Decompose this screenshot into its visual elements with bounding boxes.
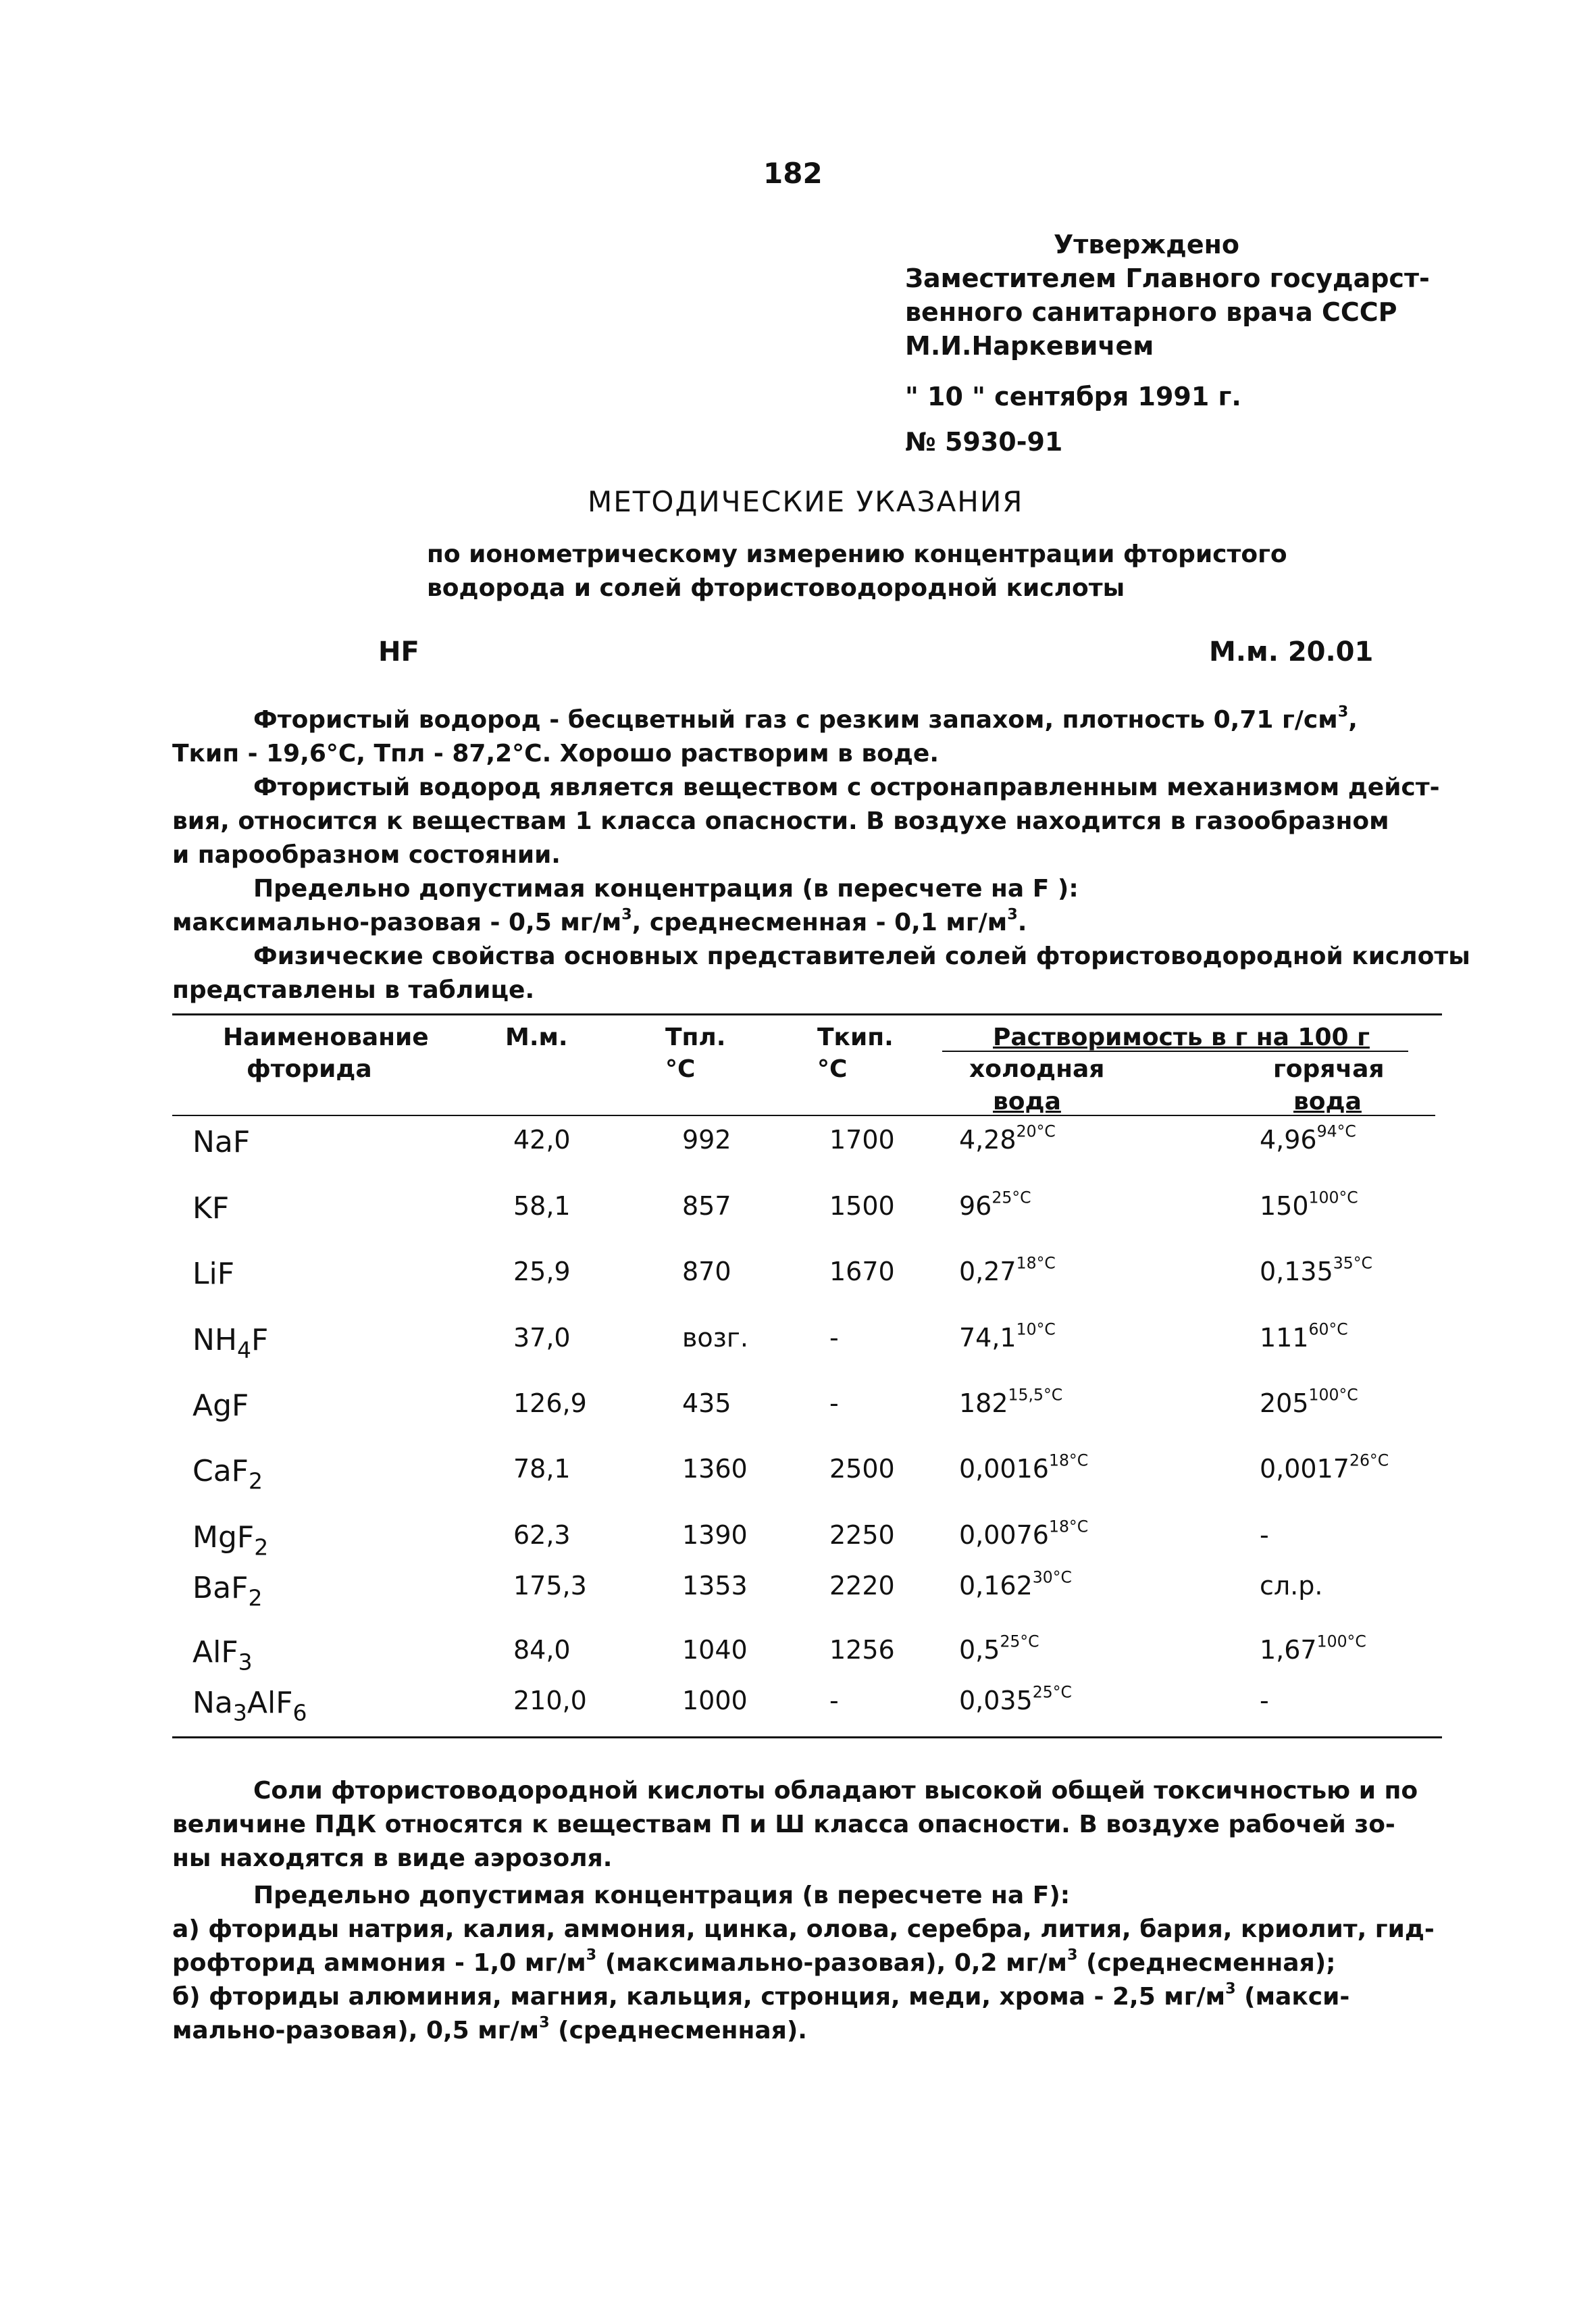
page-number: 182 <box>763 157 823 190</box>
solubility-cold-cell: $0,0016^{18^\circ С}$ <box>959 1451 1089 1484</box>
approval-line-3: венного санитарного врача СССР <box>905 297 1397 327</box>
paragraph-2-line-1: Фтористый водород является веществом с остронаправленным механизмом дейст- <box>253 774 1440 801</box>
header-cold-water: вода <box>993 1088 1061 1115</box>
header-tkip: Ткип. <box>817 1024 894 1051</box>
subtitle-line-1: по ионометрическому измерению концентрации фтористого <box>427 540 1287 568</box>
molar-mass-cell: 78,1 <box>513 1454 571 1484</box>
header-solubility: Растворимость в г на 100 г <box>993 1024 1370 1051</box>
approval-date: " 10 " сентября 1991 г. <box>905 382 1241 411</box>
boiling-point-cell: 1500 <box>829 1191 895 1221</box>
boiling-point-cell: 2220 <box>829 1571 895 1601</box>
paragraph-2-line-2: вия, относится к веществам 1 класса опасности. В воздухе находится в газообразном <box>172 807 1389 835</box>
subtitle-line-2: водорода и солей фтористоводородной кислоты <box>427 574 1125 602</box>
boiling-point-cell: 1700 <box>829 1125 895 1155</box>
paragraph-6-line-1: Предельно допустимая концентрация (в пересчете на F): <box>253 1882 1071 1909</box>
melting-point-cell: 992 <box>682 1125 731 1155</box>
header-cold: холодная <box>969 1055 1105 1083</box>
approval-signatory: М.И.Наркевичем <box>905 331 1154 361</box>
solubility-hot-cell: $111^{60^\circ С}$ <box>1260 1319 1348 1353</box>
boiling-point-cell: - <box>829 1686 839 1715</box>
fluoride-formula: CaF$_2$ <box>192 1454 263 1494</box>
paragraph-4-line-2: представлены в таблице. <box>172 976 535 1004</box>
melting-point-cell: 870 <box>682 1257 731 1286</box>
paragraph-2-line-3: и парообразном состоянии. <box>172 841 561 869</box>
solubility-cold-cell: $74,1^{10^\circ С}$ <box>959 1319 1056 1353</box>
fluoride-formula: AgF <box>192 1388 249 1423</box>
solubility-cold-cell: $96^{25^\circ С}$ <box>959 1188 1031 1221</box>
molar-mass-cell: 25,9 <box>513 1257 571 1286</box>
header-name-line-2: фторида <box>247 1055 372 1083</box>
paragraph-5-line-1: Соли фтористоводородной кислоты обладают высокой общей токсичностью и по <box>253 1777 1418 1805</box>
item-a-line-1: а) фториды натрия, калия, аммония, цинка, олова, серебра, лития, бария, криолит, гид- <box>172 1915 1435 1943</box>
item-a-line-2: рофторид аммония - 1,0 $мг/м^3$ (максимально-разовая), 0,2 $мг/м^3$ (среднесменная); <box>172 1946 1336 1977</box>
solubility-hot-cell: $4,96^{94^\circ С}$ <box>1260 1122 1356 1155</box>
solubility-rule <box>942 1051 1408 1052</box>
molar-mass-cell: 58,1 <box>513 1191 571 1221</box>
paragraph-1-line-1: Фтористый водород - бесцветный газ с резким запахом, плотность 0,71 $г/см^3$, <box>253 703 1358 734</box>
solubility-hot-cell: - <box>1260 1520 1269 1550</box>
header-hot-water: вода <box>1293 1088 1362 1115</box>
table-top-rule <box>172 1013 1442 1015</box>
paragraph-3-line-1: Предельно допустимая концентрация (в пересчете на F ): <box>253 875 1079 903</box>
document-title: МЕТОДИЧЕСКИЕ УКАЗАНИЯ <box>588 485 1024 518</box>
solubility-hot-cell: - <box>1260 1686 1269 1715</box>
header-hot: горячая <box>1273 1055 1385 1083</box>
item-b-line-2: мально-разовая), 0,5 $мг/м^3$ (среднесменная). <box>172 2013 807 2044</box>
boiling-point-cell: 1670 <box>829 1257 895 1286</box>
solubility-hot-cell: сл.р. <box>1260 1571 1323 1601</box>
melting-point-cell: 1353 <box>682 1571 748 1601</box>
molar-mass-cell: 37,0 <box>513 1323 571 1353</box>
melting-point-cell: 1040 <box>682 1635 748 1665</box>
approval-heading: Утверждено <box>1054 230 1239 259</box>
approval-number: № 5930-91 <box>905 427 1063 457</box>
boiling-point-cell: - <box>829 1388 839 1418</box>
solubility-cold-cell: $0,035^{25^\circ С}$ <box>959 1682 1072 1715</box>
approval-line-2: Заместителем Главного государст- <box>905 263 1430 293</box>
molar-mass-cell: 126,9 <box>513 1388 587 1418</box>
molar-mass-cell: 42,0 <box>513 1125 571 1155</box>
molar-mass-cell: 210,0 <box>513 1686 587 1715</box>
header-tkip-unit: °С <box>817 1055 848 1083</box>
fluoride-formula: $Na_3AlF_6$ <box>192 1686 307 1726</box>
paragraph-3-line-2: максимально-разовая - 0,5 $мг/м^3$, среднесменная - 0,1 $мг/м^3$. <box>172 905 1027 936</box>
fluoride-formula: LiF <box>192 1257 235 1291</box>
solubility-hot-cell: $150^{100^\circ С}$ <box>1260 1188 1358 1221</box>
boiling-point-cell: - <box>829 1323 839 1353</box>
paragraph-5-line-2: величине ПДК относятся к веществам П и Ш класса опасности. В воздухе рабочей зо- <box>172 1811 1395 1838</box>
molar-mass-cell: 175,3 <box>513 1571 587 1601</box>
chemical-formula: HF <box>378 636 419 668</box>
table-header-rule <box>172 1115 1435 1116</box>
solubility-cold-cell: $0,0076^{18^\circ С}$ <box>959 1517 1089 1550</box>
fluoride-formula: $NH_4F$ <box>192 1323 269 1363</box>
solubility-cold-cell: $0,162^{30^\circ С}$ <box>959 1567 1072 1601</box>
header-mass: М.м. <box>505 1024 568 1051</box>
header-tpl-unit: °С <box>665 1055 696 1083</box>
melting-point-cell: 1390 <box>682 1520 748 1550</box>
header-tpl: Тпл. <box>665 1024 726 1051</box>
header-name-line-1: Наименование <box>223 1024 429 1051</box>
solubility-hot-cell: $1,67^{100^\circ С}$ <box>1260 1632 1366 1665</box>
molar-mass: М.м. 20.01 <box>1209 636 1374 668</box>
table-bottom-rule <box>172 1736 1442 1738</box>
item-b-line-1: б) фториды алюминия, магния, кальция, стронция, меди, хрома - 2,5 $мг/м^3$ (макси- <box>172 1980 1350 2011</box>
melting-point-cell: возг. <box>682 1323 748 1353</box>
solubility-cold-cell: $0,5^{25^\circ С}$ <box>959 1632 1039 1665</box>
solubility-cold-cell: $182^{15,5^\circ С}$ <box>959 1385 1063 1418</box>
paragraph-1-line-2: Ткип - 19,6°С, Тпл - 87,2°С. Хорошо растворим в воде. <box>172 740 939 768</box>
solubility-cold-cell: $0,27^{18^\circ С}$ <box>959 1253 1056 1286</box>
melting-point-cell: 1000 <box>682 1686 748 1715</box>
solubility-hot-cell: $205^{100^\circ С}$ <box>1260 1385 1358 1418</box>
solubility-hot-cell: $0,0017^{26^\circ С}$ <box>1260 1451 1389 1484</box>
fluoride-formula: KF <box>192 1191 230 1226</box>
melting-point-cell: 1360 <box>682 1454 748 1484</box>
solubility-cold-cell: $4,28^{20^\circ С}$ <box>959 1122 1056 1155</box>
fluoride-formula: NaF <box>192 1125 251 1159</box>
fluoride-formula: BaF$_2$ <box>192 1571 263 1611</box>
fluoride-formula: MgF$_2$ <box>192 1520 269 1561</box>
melting-point-cell: 857 <box>682 1191 731 1221</box>
molar-mass-cell: 62,3 <box>513 1520 571 1550</box>
paragraph-5-line-3: ны находятся в виде аэрозоля. <box>172 1844 613 1872</box>
solubility-hot-cell: $0,135^{35^\circ С}$ <box>1260 1253 1372 1286</box>
fluoride-formula: AlF$_3$ <box>192 1635 253 1676</box>
molar-mass-cell: 84,0 <box>513 1635 571 1665</box>
melting-point-cell: 435 <box>682 1388 731 1418</box>
boiling-point-cell: 2500 <box>829 1454 895 1484</box>
paragraph-4-line-1: Физические свойства основных представителей солей фтористоводородной кислоты <box>253 942 1470 970</box>
boiling-point-cell: 1256 <box>829 1635 895 1665</box>
boiling-point-cell: 2250 <box>829 1520 895 1550</box>
